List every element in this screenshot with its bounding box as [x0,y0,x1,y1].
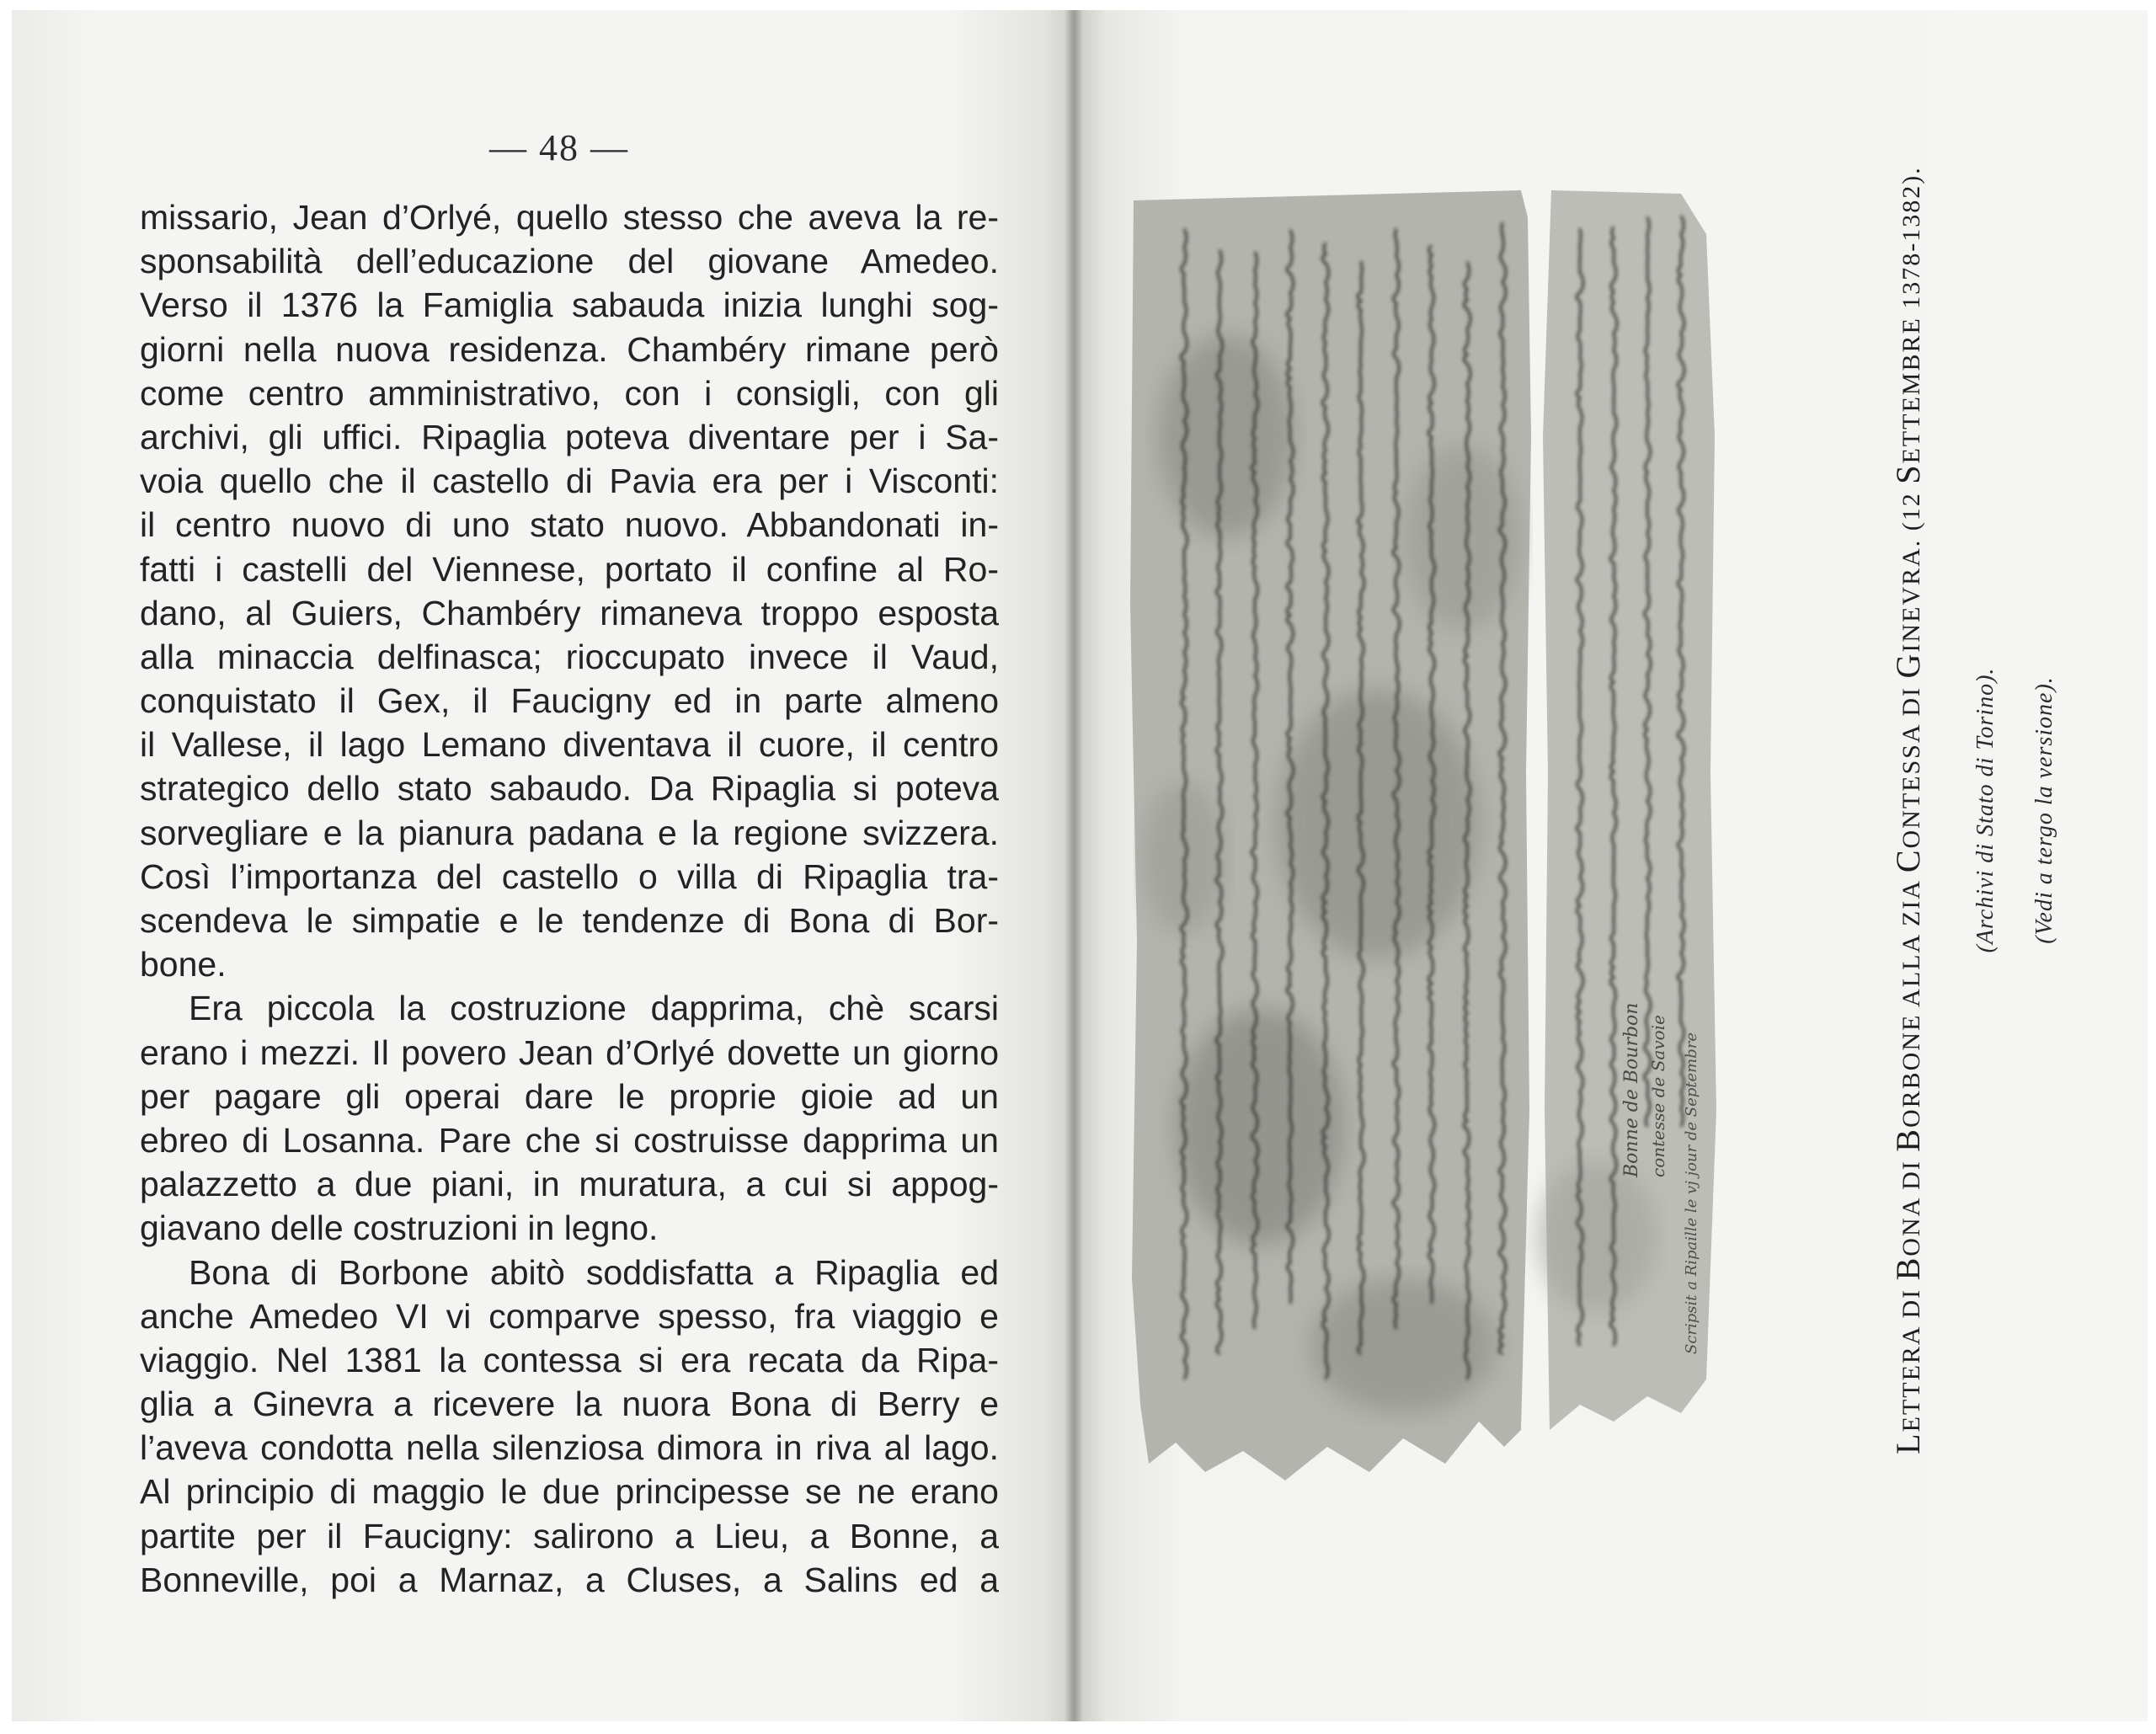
text-line: scendeva le simpatie e le tendenze di Bona di Bor- [140,901,999,940]
text-line: strategico dello stato sabaudo. Da Ripaglia si poteva [140,769,999,808]
caption-source: (Archivi di Stato di Torino). [1972,667,1999,953]
text-line: dano, al Guiers, Chambéry rimaneva troppo esposta [140,593,999,632]
page-number: — 48 — [489,127,629,168]
text-line: archivi, gli uffici. Ripaglia poteva diventare per i Sa- [140,417,999,456]
text-line: partite per il Faucigny: salirono a Lieu, a Bonne, a [140,1516,999,1555]
text-line: Verso il 1376 la Famiglia sabauda inizia lunghi sog- [140,285,999,325]
text-line: l’aveva condotta nella silenziosa dimora in riva al lago. [140,1428,999,1468]
text-line: come centro amministrativo, con i consigli, con gli [140,373,999,413]
figure-caption [1888,153,2141,1467]
manuscript-salutation: Scripsit a Ripaille le vj jour de Septembre [1683,1032,1700,1354]
text-line: missario, Jean d’Orlyé, quello stesso che aveva la re- [140,198,999,237]
manuscript-image [1125,184,1723,1497]
caption-note: (Vedi a tergo la versione). [2031,676,2057,944]
manuscript-photo [1125,184,1723,1497]
manuscript-signature-1: Bonne de Bourbon [1621,1002,1642,1177]
text-line: bone. [140,945,227,984]
text-line: Così l’importanza del castello o villa di Ripaglia tra- [140,856,999,896]
book-gutter [1065,10,1083,1721]
text-line: ebreo di Losanna. Pare che si costruisse dapprima un [140,1120,999,1160]
text-line: alla minaccia delfinasca; rioccupato invece il Vaud, [140,637,999,676]
text-line: anche Amedeo VI vi comparve spesso, fra viaggio e [140,1296,999,1336]
text-line: Al principio di maggio le due principesse se ne erano [140,1472,999,1512]
text-line: palazzetto a due piani, in muratura, a cui si appog- [140,1165,999,1204]
text-line: Era piccola la costruzione dapprima, chè scarsi [189,989,999,1028]
text-line: fatti i castelli del Viennese, portato il confine al Ro- [140,549,999,589]
text-line: Bonneville, poi a Marnaz, a Cluses, a Salins ed a [140,1560,999,1599]
text-line: sorvegliare e la pianura padana e la regione svizzera. [140,813,999,852]
text-line: erano i mezzi. Il povero Jean d’Orlyé dovette un giorno [140,1032,999,1072]
text-line: Bona di Borbone abitò soddisfatta a Ripaglia ed [189,1252,999,1292]
text-line: giorni nella nuova residenza. Chambéry rimane però [140,329,999,369]
text-line: voia quello che il castello di Pavia era per i Visconti: [140,462,999,501]
text-line: giavano delle costruzioni in legno. [140,1208,659,1248]
left-page [12,10,1075,1721]
caption-title: LETTERA DI BONA DI BORBONE ALLA ZIA CONTESSA DI GINEVRA. (12 SETTEMBRE 1378-1382). [1889,166,1927,1454]
book-spread [12,10,2148,1721]
body-text [140,195,999,1602]
text-line: il centro nuovo di uno stato nuovo. Abbandonati in- [140,505,999,545]
text-line: viaggio. Nel 1381 la contessa si era recata da Ripa- [140,1340,999,1379]
text-line: il Vallese, il lago Lemano diventava il cuore, il centro [140,725,999,765]
text-line: glia a Ginevra a ricevere la nuora Bona di Berry e [140,1385,999,1424]
text-line: sponsabilità dell’educazione del giovane Amedeo. [140,242,999,281]
text-line: conquistato il Gex, il Faucigny ed in parte almeno [140,681,999,721]
text-line: per pagare gli operai dare le proprie gioie ad un [140,1076,999,1116]
manuscript-signature-2: contesse de Savoie [1648,1015,1668,1177]
